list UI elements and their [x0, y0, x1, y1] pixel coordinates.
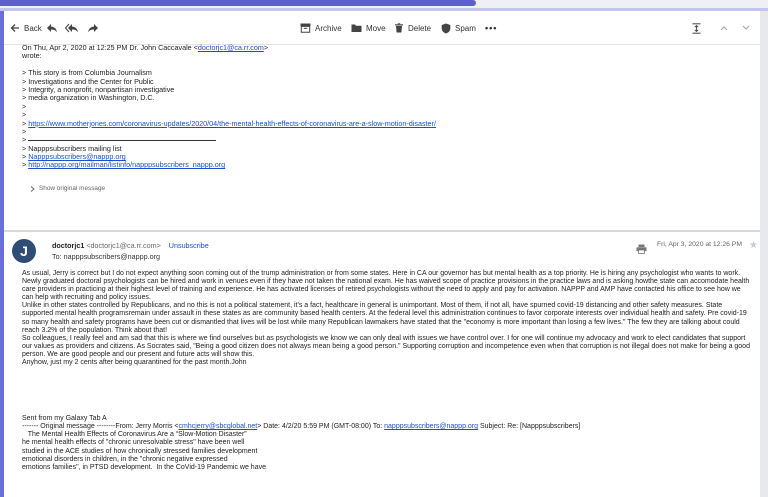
quote-header-wrote: wrote: — [22, 51, 42, 61]
body-paragraph: Unlike in other states controlled by Republicans, and no this is not a political statement, it's a fact, healthcare in general is unimportant. Most of them, if not all, have spurned covid-19 distancing and other safety measures. State supported mental health programsremain under assault in these states as are community based health centers. At the federal level this administration continues to favor corporate interests over individual health and safety. Pre covid-19 so many health and safety programs have been cut or dismantled that lives will be lost while many Republican lawmakers have stated that the "economy is more important than losing a few lives." The few they are talking about could reach 3.2% of the population. Think about that! — [22, 302, 747, 334]
right-edge-pane — [760, 11, 768, 497]
forward-button[interactable] — [87, 11, 99, 45]
trash-icon — [394, 23, 404, 33]
quote-line: > — [22, 101, 27, 111]
show-original-toggle[interactable] — [30, 185, 105, 192]
original-to-email-link[interactable]: napppsubscribers@nappp.org — [384, 423, 479, 431]
quote-rule-line: > — [22, 136, 742, 144]
quoted-line: studied in the ACE studies of how chronically stressed families development — [22, 447, 258, 455]
quote-line: > media organization in Washington, D.C. — [22, 93, 155, 103]
reply-all-button[interactable] — [65, 11, 79, 45]
previous-message-button[interactable] — [720, 11, 728, 45]
quote-line: > — [22, 110, 27, 120]
body-paragraph: As usual, Jerry is correct but I do not expect anything soon coming out of the trump administration or from some states. Here in CA our governor has but mental health as a top priority. He is hiring any psychologist who wants to work. Newly graduated doctoral psychologists can be hired and work in venues even if they have not taken the national exam. He has waived scope of practice provisions in the practice laws and is asking howthe state can accomodate health care providers in practicing at their highest level of training and experience. He has activated licenses of retired psychologists without the need to apply and pay for activation. NAPPP and AMP have contacted his office to see how we can help with recruiting and policy issues. — [22, 270, 750, 302]
back-button[interactable] — [10, 11, 42, 45]
shield-icon — [441, 23, 451, 34]
left-border — [0, 11, 4, 497]
original-message-header: ------- Original message --------From: Jerry Morris <cmhcjerry@sbcglobal.net> Date: 4/2/20 5:59 PM (GMT-08:00) To: napppsubscribers@nappp.org Subject: Re: [Napppsubscribers] — [22, 423, 581, 431]
article-link-line: > https://www.motherjones.com/coronavirus-updates/2020/04/the-mental-health-effects-of-coronavirus-are-a-slow-motion-disaster/ — [22, 118, 436, 128]
sender-email: <doctorjc1@ca.rr.com> — [86, 241, 161, 250]
quoted-line: emotional disorders in children, in the "chronic negative expressed — [22, 455, 228, 463]
list-url-link[interactable]: http://nappp.org/mailman/listinfo/napppsubscribers_nappp.org — [28, 160, 226, 170]
original-from-email-link[interactable]: cmhcjerry@sbcglobal.net — [178, 423, 258, 431]
delete-label: Delete — [408, 23, 432, 33]
back-label: Back — [24, 23, 42, 33]
move-label: Move — [366, 23, 386, 33]
more-dots-icon: ••• — [485, 23, 498, 33]
article-link[interactable]: https://www.motherjones.com/coronavirus-updates/2020/04/the-mental-health-effects-of-coronavirus-are-a-slow-motion-disaster/ — [28, 118, 436, 128]
spam-button[interactable] — [441, 11, 476, 45]
reply-icon — [46, 23, 58, 33]
quoted-line: he mental health effects of "chronic unresolvable stress" have been well — [22, 439, 245, 447]
body-paragraph: So colleagues, I really feel and am sad that this is where we find ourselves but as psychologists we know we can only deal with issues we have control over. I for one will continue my advocacy and work to elect candidates that support our values as providers and citizens. As Socrates said, "Being a good citizen does not always mean being a good person." Supporting corruption and incompetence even when that corruption is not illegal does not make for being a good person. We are good people and our present and future acts will show this. — [22, 334, 750, 358]
reply-button[interactable] — [46, 11, 58, 45]
list-email-link[interactable]: Napppsubscribers@nappp.org — [28, 152, 126, 162]
archive-label: Archive — [315, 23, 342, 33]
body-paragraph: Anyhow, just my 2 cents after being quarantined for the past month.John — [22, 359, 247, 367]
quote-line: > — [22, 126, 27, 136]
print-button[interactable] — [636, 241, 647, 259]
move-button[interactable] — [351, 11, 386, 45]
list-email-line: > Napppsubscribers@nappp.org — [22, 152, 126, 162]
more-actions-button[interactable] — [485, 11, 497, 45]
earlier-message-quote — [22, 44, 742, 170]
sender-line — [52, 241, 209, 250]
horizontal-rule — [28, 140, 216, 141]
message-date: Fri, Apr 3, 2020 at 12:26 PM — [657, 241, 743, 248]
list-url-line: > http://nappp.org/mailman/listinfo/napppsubscribers_nappp.org — [22, 160, 226, 170]
spam-label: Spam — [455, 23, 476, 33]
collapse-icon — [692, 23, 701, 34]
reply-all-icon — [65, 23, 79, 33]
signature-line: Sent from my Galaxy Tab A — [22, 415, 107, 423]
message-body — [22, 270, 750, 472]
archive-icon — [300, 23, 311, 33]
folder-icon — [351, 23, 362, 33]
quoted-line: The Mental Health Effects of Coronavirus Are a “Slow-Motion Disaster” — [22, 431, 247, 439]
delete-button[interactable] — [394, 11, 431, 45]
horizontal-scroll-thumb[interactable] — [0, 0, 476, 6]
window-top-strip — [0, 0, 768, 11]
quote-line: > This story is from Columbia Journalism — [22, 68, 152, 78]
message-toolbar — [4, 11, 760, 45]
quote-header-line: On Thu, Apr 2, 2020 at 12:25 PM Dr. John Caccavale <doctorjc1@ca.rr.com> — [22, 43, 269, 52]
star-icon[interactable]: ★ — [749, 240, 758, 251]
show-original-label: Show original message — [39, 185, 106, 192]
list-name-line: > Napppsubscribers mailing list — [22, 143, 122, 153]
forward-icon — [87, 23, 99, 33]
header-email-link[interactable]: doctorjc1@ca.rr.com — [197, 43, 264, 52]
chevron-up-icon — [720, 25, 728, 31]
collapse-button[interactable] — [692, 11, 701, 45]
recipient-line: To: napppsubscribers@nappp.org — [52, 252, 160, 261]
archive-button[interactable] — [300, 11, 342, 45]
chevron-right-icon — [30, 186, 35, 192]
next-message-button[interactable] — [742, 11, 750, 45]
sender-name[interactable]: doctorjc1 — [52, 241, 85, 250]
chevron-down-icon — [742, 25, 750, 31]
back-arrow-icon — [10, 23, 20, 33]
quote-line: > Investigations and the Center for Public — [22, 76, 154, 86]
message-divider — [4, 230, 760, 232]
quoted-original — [22, 431, 750, 471]
quote-line: > Integrity, a nonprofit, nonpartisan investigative — [22, 84, 175, 94]
avatar: J — [12, 239, 36, 263]
unsubscribe-link[interactable]: Unsubscribe — [168, 241, 209, 250]
quoted-line: emotions families", in PTSD development. In the CoVid-19 Pandemic we have — [22, 463, 266, 471]
printer-icon — [636, 244, 647, 254]
